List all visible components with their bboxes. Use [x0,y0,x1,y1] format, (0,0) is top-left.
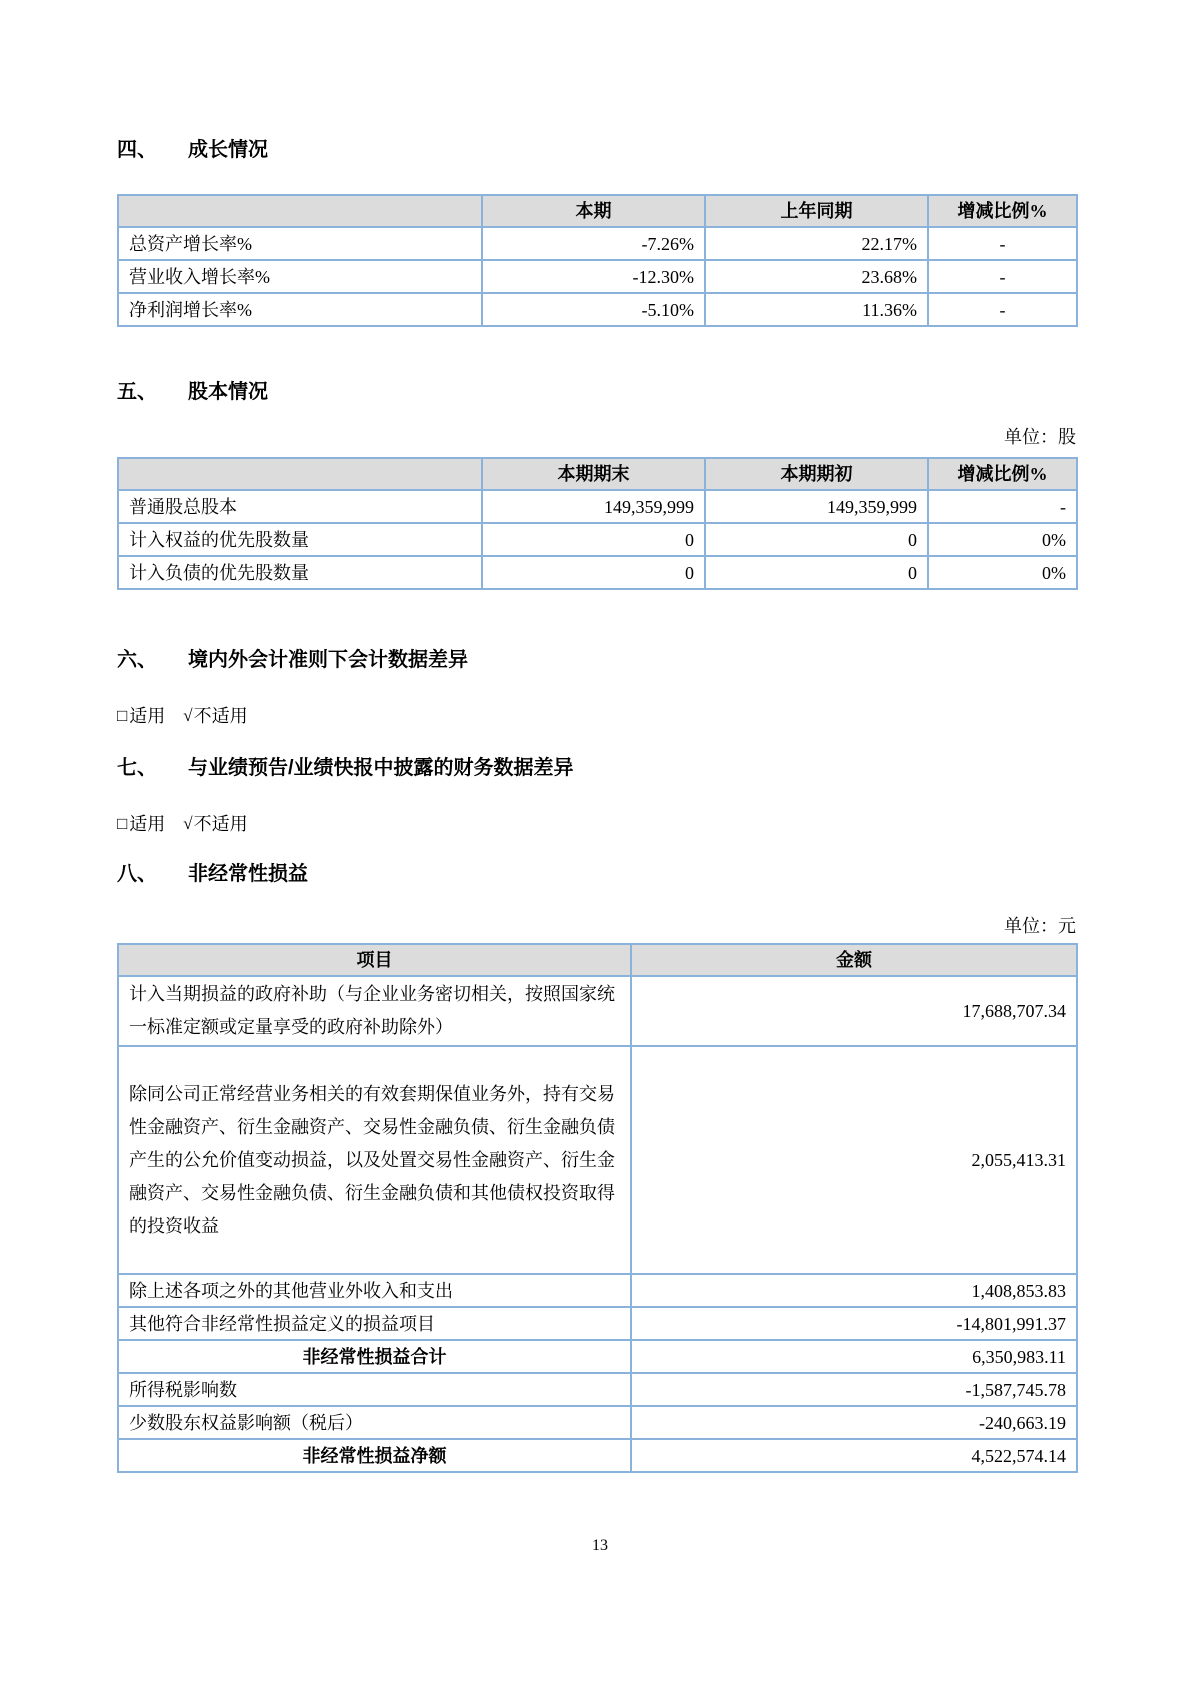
cell-value: -7.26% [482,227,705,260]
growth-table [117,194,1078,327]
row-label: 非经常性损益合计 [118,1340,631,1373]
growth-table-header-row [118,195,1077,227]
row-label: 其他符合非经常性损益定义的损益项目 [118,1307,631,1340]
cell-value: 23.68% [705,260,928,293]
applicable-label: 适用 [129,706,166,726]
cell-value: - [928,490,1077,523]
forecast-diff-applicability [117,813,1076,835]
capital-header-end: 本期期末 [482,458,705,490]
section-capital-heading [117,380,1076,404]
checkbox-empty-icon: □ [117,814,128,833]
cell-value: - [928,227,1077,260]
section-nonrecurring-number: 八、 [117,863,157,885]
row-label: 净利润增长率% [118,293,482,326]
not-applicable-label: 不适用 [193,814,248,834]
cell-value: 2,055,413.31 [631,1046,1077,1274]
section-growth-title: 成长情况 [188,139,268,161]
table-row [118,490,1077,523]
row-label: 除上述各项之外的其他营业外收入和支出 [118,1274,631,1307]
applicable-label: 适用 [129,814,166,834]
cell-value: 1,408,853.83 [631,1274,1077,1307]
section-acct-diff-heading [117,648,1076,672]
cell-value: -5.10% [482,293,705,326]
table-row [118,976,1077,1046]
section-capital-title: 股本情况 [188,381,268,403]
capital-header-begin: 本期期初 [705,458,928,490]
cell-value: 0% [928,523,1077,556]
cell-value: -14,801,991.37 [631,1307,1077,1340]
growth-header-current: 本期 [482,195,705,227]
row-label: 非经常性损益净额 [118,1439,631,1472]
cell-value: -12.30% [482,260,705,293]
acct-diff-applicability [117,705,1076,727]
table-row [118,1046,1077,1274]
section-acct-diff-number: 六、 [117,649,157,671]
nonrecurring-header-amount: 金额 [631,944,1077,976]
table-row [118,227,1077,260]
cell-value: -240,663.19 [631,1406,1077,1439]
section-growth-number: 四、 [117,139,157,161]
cell-value: 17,688,707.34 [631,976,1077,1046]
cell-value: 0 [705,556,928,589]
cell-value: -1,587,745.78 [631,1373,1077,1406]
table-row-subtotal [118,1340,1077,1373]
row-label: 少数股东权益影响额（税后） [118,1406,631,1439]
row-label: 总资产增长率% [118,227,482,260]
section-capital-number: 五、 [117,381,157,403]
row-label: 营业收入增长率% [118,260,482,293]
unit-label-shares: 单位：股 [1004,427,1076,447]
check-mark-icon: √ [183,706,193,725]
table-row-total [118,1439,1077,1472]
table-row [118,293,1077,326]
table-row [118,1274,1077,1307]
unit-label-yuan: 单位：元 [1004,916,1076,936]
table-row [118,556,1077,589]
section-forecast-diff-number: 七、 [117,757,157,779]
row-label: 计入当期损益的政府补助（与企业业务密切相关，按照国家统一标准定额或定量享受的政府补助除外） [118,976,631,1046]
cell-value: 0 [482,556,705,589]
check-mark-icon: √ [183,814,193,833]
cell-value: 11.36% [705,293,928,326]
section-nonrecurring-heading [117,862,1076,886]
cell-value: 4,522,574.14 [631,1439,1077,1472]
nonrecurring-table-header-row [118,944,1077,976]
table-row [118,260,1077,293]
cell-value: 0% [928,556,1077,589]
table-row [118,1307,1077,1340]
cell-value: 0 [705,523,928,556]
cell-value: 22.17% [705,227,928,260]
cell-value: 0 [482,523,705,556]
row-label: 计入负债的优先股数量 [118,556,482,589]
cell-value: 149,359,999 [482,490,705,523]
section-growth-heading [117,138,1076,162]
capital-table-header-row [118,458,1077,490]
cell-value: 6,350,983.11 [631,1340,1077,1373]
section-acct-diff-title: 境内外会计准则下会计数据差异 [188,649,468,671]
table-row [118,1373,1077,1406]
cell-value: - [928,293,1077,326]
row-label: 计入权益的优先股数量 [118,523,482,556]
row-label: 所得税影响数 [118,1373,631,1406]
report-page-content [117,0,1076,1473]
table-row [118,523,1077,556]
not-applicable-label: 不适用 [193,706,248,726]
capital-table [117,457,1078,590]
growth-header-blank [118,195,482,227]
nonrecurring-header-item: 项目 [118,944,631,976]
row-label: 普通股总股本 [118,490,482,523]
checkbox-empty-icon: □ [117,706,128,725]
section-nonrecurring-title: 非经常性损益 [188,863,308,885]
capital-header-change: 增减比例% [928,458,1077,490]
nonrecurring-table [117,943,1078,1473]
growth-header-change: 增减比例% [928,195,1077,227]
section-forecast-diff-title: 与业绩预告/业绩快报中披露的财务数据差异 [188,757,574,779]
page-number: 13 [592,1537,608,1554]
capital-header-blank [118,458,482,490]
growth-header-prior: 上年同期 [705,195,928,227]
table-row [118,1406,1077,1439]
cell-value: - [928,260,1077,293]
section-forecast-diff-heading [117,756,1076,780]
cell-value: 149,359,999 [705,490,928,523]
row-label: 除同公司正常经营业务相关的有效套期保值业务外，持有交易性金融资产、衍生金融资产、交易性金融负债、衍生金融负债产生的公允价值变动损益，以及处置交易性金融资产、衍生金融资产、交易性金融负债、衍生金融负债和其他债权投资取得的投资收益 [118,1046,631,1274]
